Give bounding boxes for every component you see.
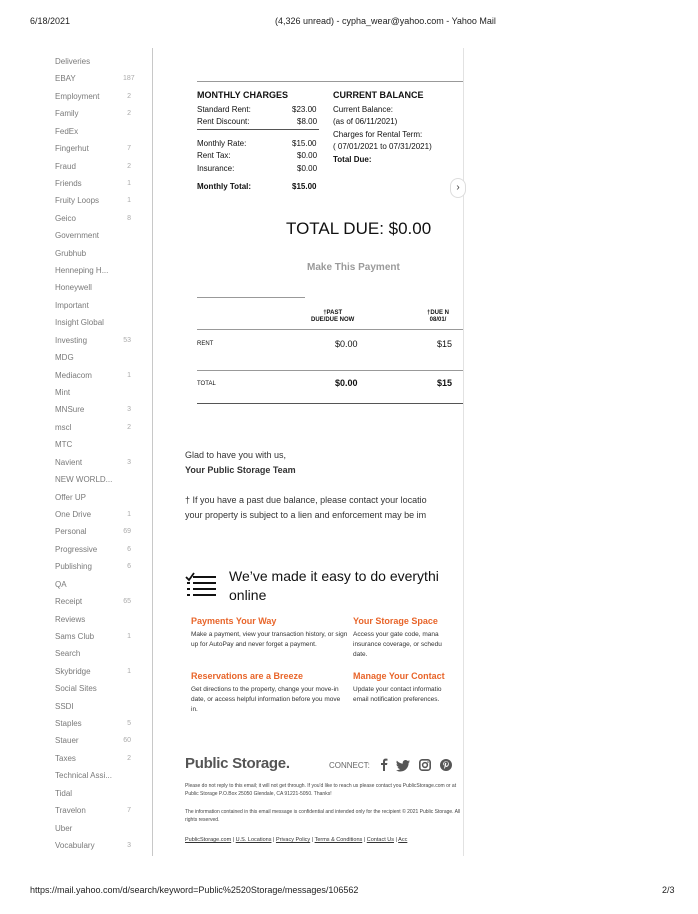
total-row-label: TOTAL	[197, 381, 216, 387]
folder-unread-count: 2	[127, 754, 131, 762]
folder-item[interactable]	[55, 523, 135, 540]
rent-tax-value: $0.00	[297, 151, 318, 160]
closing-line-2: Your Public Storage Team	[185, 465, 296, 475]
rent-row-due-next: $15	[437, 339, 453, 349]
total-row-past-due: $0.00	[335, 378, 358, 388]
balance-line-4: ( 07/01/2021 to 07/31/2021)	[333, 142, 432, 151]
folder-item[interactable]	[55, 123, 135, 140]
past-due-header-line2: DUE/DUE NOW	[311, 317, 355, 323]
folder-name: Personal	[55, 527, 87, 537]
folder-unread-count: 187	[123, 75, 135, 83]
footer-link-publicstorage[interactable]: PublicStorage.com	[185, 837, 232, 843]
feature-text-contact: Update your contact informatio email notification preferences.	[353, 686, 442, 703]
folder-item[interactable]	[55, 436, 135, 453]
feature-text-reservations: Get directions to the property, change your move-in date, or access helpful information before you move in.	[191, 686, 341, 713]
folder-name: FedEx	[55, 126, 79, 136]
footer-link-locations[interactable]: U.S. Locations	[235, 837, 272, 843]
current-balance-heading: CURRENT BALANCE	[333, 90, 424, 100]
folder-item[interactable]	[55, 140, 135, 157]
folder-name: Search	[55, 649, 81, 659]
monthly-total-value: $15.00	[292, 182, 317, 191]
folder-item[interactable]	[55, 332, 135, 349]
email-right-edge	[463, 48, 464, 856]
folder-item[interactable]	[55, 70, 135, 87]
folder-unread-count: 65	[123, 598, 131, 606]
folder-item[interactable]	[55, 663, 135, 680]
rent-discount-label: Rent Discount:	[197, 117, 250, 126]
folder-item[interactable]	[55, 489, 135, 506]
total-due-label: Total Due:	[333, 155, 372, 164]
folder-name: Reviews	[55, 614, 86, 624]
feature-text-storage: Access your gate code, mana insurance coverage, or schedu date.	[353, 631, 442, 658]
folder-item[interactable]	[55, 227, 135, 244]
folder-item[interactable]	[55, 680, 135, 697]
insurance-label: Insurance:	[197, 164, 235, 173]
folder-name: Employment	[55, 91, 100, 101]
twitter-icon[interactable]	[396, 759, 410, 777]
folder-name: Staples	[55, 719, 82, 729]
folder-name: Henneping H...	[55, 266, 109, 276]
due-next-header-line2: 08/01/	[429, 317, 447, 323]
folder-name: Technical Assi...	[55, 771, 112, 781]
chevron-right-icon[interactable]: ›	[450, 178, 466, 198]
link-sep: |	[272, 837, 276, 843]
folder-item[interactable]	[55, 384, 135, 401]
folder-name: Government	[55, 231, 100, 241]
link-sep: |	[395, 837, 399, 843]
rent-row-label: RENT	[197, 341, 214, 347]
folder-unread-count: 6	[127, 563, 131, 571]
folder-unread-count: 6	[127, 545, 131, 553]
easy-heading-line-1: We’ve made it easy to do everythi	[229, 568, 439, 584]
folder-item[interactable]	[55, 785, 135, 802]
folder-item[interactable]	[55, 645, 135, 662]
folder-unread-count: 1	[127, 371, 131, 379]
total-row-due-next: $15	[437, 378, 453, 388]
folder-list	[55, 53, 135, 854]
footer-link-terms[interactable]: Terms & Conditions	[314, 837, 363, 843]
folder-name: Navient	[55, 457, 83, 467]
link-sep: |	[363, 837, 367, 843]
folder-name: Fingerhut	[55, 144, 89, 154]
folder-name: Family	[55, 109, 79, 119]
folder-name: Deliveries	[55, 57, 91, 66]
folder-unread-count: 2	[127, 423, 131, 431]
easy-heading-line-2: online	[229, 587, 267, 603]
folder-name: MTC	[55, 440, 73, 450]
balance-line-2: (as of 06/11/2021)	[333, 117, 398, 126]
folder-unread-count: 69	[123, 528, 131, 536]
rent-discount-value: $8.00	[297, 117, 318, 126]
past-due-header-line1: †PAST	[323, 310, 343, 316]
fine-print-2: The information contained in this email message is confidential and intended only for the recipient © 2021 Public Storage. All rights reserved.	[185, 809, 461, 823]
monthly-rate-label: Monthly Rate:	[197, 139, 247, 148]
folder-name: SSDI	[55, 701, 74, 711]
feature-title-reservations[interactable]: Reservations are a Breeze	[191, 671, 304, 681]
table-row-rule	[197, 370, 463, 371]
facebook-icon[interactable]	[379, 758, 389, 776]
balance-line-1: Current Balance:	[333, 105, 394, 114]
total-due-banner: TOTAL DUE: $0.00	[286, 219, 432, 238]
make-payment-button[interactable]: Make This Payment	[307, 262, 400, 273]
folder-item[interactable]	[55, 506, 135, 523]
folder-item[interactable]	[55, 471, 135, 488]
folder-name: QA	[55, 579, 67, 589]
link-sep: |	[232, 837, 236, 843]
folder-name: mscl	[55, 422, 72, 432]
standard-rent-value: $23.00	[292, 105, 317, 114]
folder-item[interactable]	[55, 576, 135, 593]
connect-label: CONNECT:	[329, 761, 370, 770]
folder-name: Tidal	[55, 788, 73, 798]
folder-unread-count: 1	[127, 510, 131, 518]
print-date: 6/18/2021	[30, 16, 71, 26]
folder-item[interactable]	[55, 558, 135, 575]
print-url: https://mail.yahoo.com/d/search/keyword=Public%2520Storage/messages/106562	[30, 885, 359, 895]
folder-name: Vocabulary	[55, 840, 95, 850]
folder-item[interactable]	[55, 419, 135, 436]
folder-unread-count: 1	[127, 632, 131, 640]
print-page-number: 2/3	[662, 885, 675, 895]
folder-item[interactable]	[55, 349, 135, 366]
closing-line-1: Glad to have you with us,	[185, 450, 287, 460]
folder-name: Taxes	[55, 753, 76, 763]
folder-item[interactable]	[55, 210, 135, 227]
folder-item[interactable]	[55, 715, 135, 732]
folder-name: EBAY	[55, 74, 76, 84]
folder-item[interactable]	[55, 279, 135, 296]
folder-item[interactable]	[55, 802, 135, 819]
folder-item[interactable]	[55, 175, 135, 192]
folder-name: Fruity Loops	[55, 196, 100, 206]
standard-rent-label: Standard Rent:	[197, 105, 251, 114]
public-storage-logo: Public Storage.	[185, 755, 290, 772]
folder-name: Fraud	[55, 161, 76, 171]
fine-print-1: Please do not reply to this email; it will not get through. If you'd like to reach us please contact you PublicStorage.com or at Public Storage P.O.Box 25050 Glendale, CA 91221-5050. Thanks!	[185, 783, 457, 797]
email-body	[153, 48, 463, 856]
folder-unread-count: 3	[127, 458, 131, 466]
table-header-rule	[197, 329, 463, 330]
instagram-icon[interactable]	[419, 758, 431, 776]
folder-unread-count: 7	[127, 807, 131, 815]
monthly-charges-heading: MONTHLY CHARGES	[197, 90, 289, 100]
folder-name: Skybridge	[55, 666, 91, 676]
folder-item[interactable]	[55, 750, 135, 767]
folder-name: Mint	[55, 388, 71, 398]
folder-item[interactable]	[55, 698, 135, 715]
folder-name: Investing	[55, 335, 88, 345]
folder-item[interactable]	[55, 628, 135, 645]
footer-link-privacy[interactable]: Privacy Policy	[275, 837, 311, 843]
folder-name: Progressive	[55, 544, 98, 554]
pinterest-icon[interactable]	[440, 758, 452, 776]
folder-name: Geico	[55, 213, 76, 223]
insurance-value: $0.00	[297, 164, 318, 173]
folder-item[interactable]	[55, 454, 135, 471]
folder-item[interactable]	[55, 88, 135, 105]
folder-name: Honeywell	[55, 283, 92, 293]
folder-name: Mediacom	[55, 370, 92, 380]
folder-unread-count: 3	[127, 406, 131, 414]
monthly-total-label: Monthly Total:	[197, 182, 252, 191]
top-rule	[197, 81, 463, 82]
folder-item[interactable]	[55, 401, 135, 418]
folder-unread-count: 8	[127, 214, 131, 222]
folder-name: Sams Club	[55, 631, 95, 641]
checklist-icon	[185, 572, 217, 601]
folder-item[interactable]	[55, 245, 135, 262]
folder-name: Stauer	[55, 736, 79, 746]
folder-name: NEW WORLD...	[55, 475, 113, 485]
folder-item[interactable]	[55, 820, 135, 837]
folder-name: Important	[55, 300, 89, 310]
folder-unread-count: 2	[127, 92, 131, 100]
folder-unread-count: 5	[127, 720, 131, 728]
rent-tax-label: Rent Tax:	[197, 151, 231, 160]
due-next-header	[427, 310, 449, 324]
print-title: (4,326 unread) - cypha_wear@yahoo.com - Yahoo Mail	[275, 16, 496, 26]
folder-unread-count: 2	[127, 110, 131, 118]
folder-item[interactable]	[55, 158, 135, 175]
folder-name: MDG	[55, 353, 74, 363]
folder-name: Insight Global	[55, 318, 104, 328]
folder-unread-count: 1	[127, 197, 131, 205]
folder-name: One Drive	[55, 509, 92, 519]
folder-item[interactable]	[55, 541, 135, 558]
footer-link-account[interactable]: Acc	[398, 837, 408, 843]
folder-name: Uber	[55, 823, 73, 833]
folder-unread-count: 3	[127, 841, 131, 849]
folder-unread-count: 2	[127, 162, 131, 170]
folder-item[interactable]	[55, 314, 135, 331]
folder-unread-count: 60	[123, 737, 131, 745]
folder-item[interactable]	[55, 837, 135, 854]
folder-name: Offer UP	[55, 492, 86, 502]
rent-row-past-due: $0.00	[335, 339, 358, 349]
feature-title-storage[interactable]: Your Storage Space	[353, 616, 438, 626]
notice-line-1: † If you have a past due balance, please contact your locatio	[185, 495, 427, 505]
link-sep: |	[311, 837, 315, 843]
notice-line-2: your property is subject to a lien and enforcement may be im	[185, 510, 427, 520]
folder-name: MNSure	[55, 405, 85, 415]
due-next-header-line1: †DUE N	[427, 310, 450, 316]
folder-name: Social Sites	[55, 684, 97, 694]
folder-item[interactable]	[55, 262, 135, 279]
folder-unread-count: 1	[127, 179, 131, 187]
folder-item[interactable]	[55, 367, 135, 384]
folder-unread-count: 7	[127, 145, 131, 153]
folder-item[interactable]	[55, 192, 135, 209]
folder-item[interactable]	[55, 297, 135, 314]
folder-name: Travelon	[55, 806, 86, 816]
charges-rule	[197, 129, 319, 130]
folder-item[interactable]	[55, 105, 135, 122]
folder-item[interactable]	[55, 53, 135, 70]
past-due-header	[311, 310, 354, 324]
table-top-rule	[197, 297, 305, 298]
folder-name: Publishing	[55, 562, 92, 572]
feature-title-payments[interactable]: Payments Your Way	[191, 616, 277, 626]
footer-link-contact[interactable]: Contact Us	[366, 837, 394, 843]
folder-unread-count: 53	[123, 336, 131, 344]
folder-item[interactable]	[55, 732, 135, 749]
feature-title-contact[interactable]: Manage Your Contact	[353, 671, 445, 681]
folder-name: Receipt	[55, 597, 83, 607]
table-bottom-rule	[197, 403, 463, 404]
feature-text-payments: Make a payment, view your transaction history, or sign up for AutoPay and never forget a payment.	[191, 631, 348, 648]
folder-item[interactable]	[55, 767, 135, 784]
folder-name: Friends	[55, 178, 82, 188]
folder-item[interactable]	[55, 593, 135, 610]
folder-unread-count: 1	[127, 667, 131, 675]
folder-item[interactable]	[55, 611, 135, 628]
monthly-rate-value: $15.00	[292, 139, 317, 148]
footer-links	[185, 837, 407, 843]
balance-line-3: Charges for Rental Term:	[333, 130, 423, 139]
folder-name: Grubhub	[55, 248, 87, 258]
